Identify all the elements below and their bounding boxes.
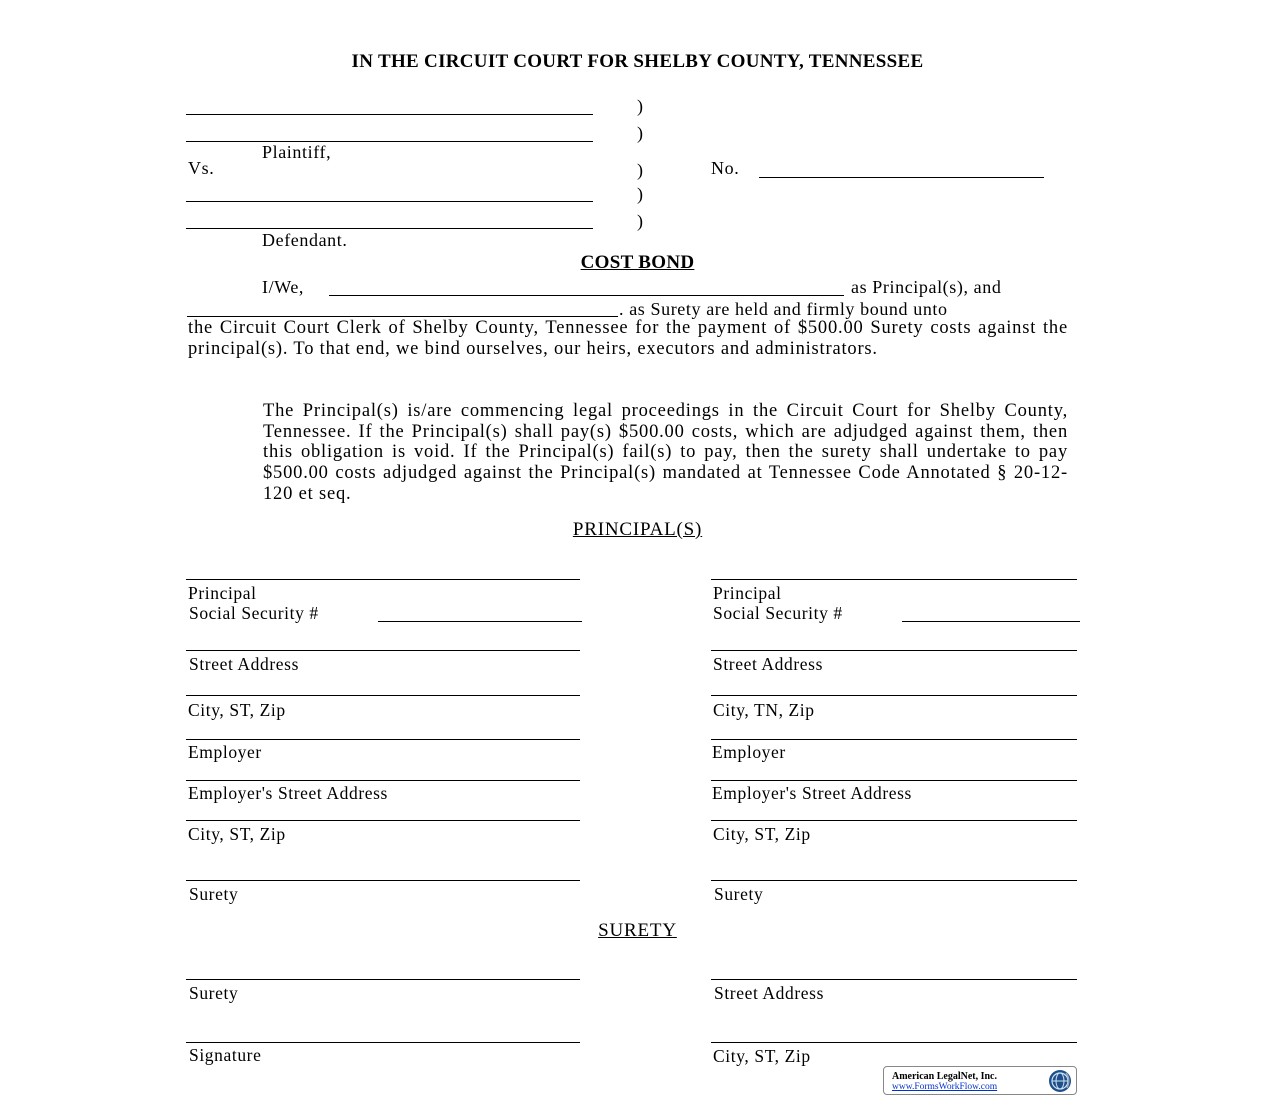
principal-signature-line-right[interactable] [711,579,1077,580]
logo-url-link[interactable]: www.FormsWorkFlow.com [892,1082,998,1092]
caption-paren: ) [637,184,644,204]
ssn-field-left[interactable] [378,621,582,622]
ssn-field-right[interactable] [902,621,1080,622]
iwe-label: I/We, [262,277,305,297]
defendant-line-1[interactable] [186,201,593,202]
principal-label-left: Principal [188,583,257,603]
caption-paren: ) [637,160,644,180]
surety-street-line[interactable] [711,979,1077,980]
american-legalnet-logo[interactable] [883,1066,1077,1095]
surety-name-line[interactable] [186,979,580,980]
ssn-label-left: Social Security # [189,603,319,623]
surety-name-label: Surety [189,983,239,1003]
case-number-label: No. [711,158,740,178]
vs-label: Vs. [188,158,215,178]
employer-city-label-right: City, ST, Zip [713,824,811,844]
surety-name-field[interactable] [187,316,618,317]
employer-street-label-right: Employer's Street Address [712,783,912,803]
surety-signature-line[interactable] [186,1042,580,1043]
employer-label-right: Employer [712,742,786,762]
street-line-left[interactable] [186,650,580,651]
employer-street-line-right[interactable] [711,780,1077,781]
as-surety-text: . as Surety are held and firmly bound unto [619,299,948,319]
employer-street-label-left: Employer's Street Address [188,783,388,803]
plaintiff-line-2[interactable] [186,141,593,142]
principal-signature-line-left[interactable] [186,579,580,580]
caption-paren: ) [637,96,644,116]
city-label-right: City, TN, Zip [713,700,815,720]
city-label-left: City, ST, Zip [188,700,286,720]
employer-label-left: Employer [188,742,262,762]
street-label-left: Street Address [189,654,299,674]
employer-line-left[interactable] [186,739,580,740]
street-label-right: Street Address [713,654,823,674]
logo-company-name: American LegalNet, Inc. [892,1071,997,1082]
surety-label-right: Surety [714,884,764,904]
bond-title: COST BOND [580,252,695,273]
employer-city-line-left[interactable] [186,820,580,821]
principal-label-right: Principal [713,583,782,603]
employer-line-right[interactable] [711,739,1077,740]
caption-paren: ) [637,211,644,231]
bond-paragraph-2: The Principal(s) is/are commencing legal proceedings in the Circuit Court for Shelby County, Tennessee. If the Principal(s) shall pay(s) $500.00 costs, which are adjudged against them, then this obligation is void. If the Principal(s) fail(s) to pay, then the surety shall undertake to pay $500.00 costs adjudged against the Principal(s) mandated at Tennessee Code Annotated § 20-12-120 et seq. [263,401,1068,504]
surety-signature-label: Signature [189,1045,262,1065]
city-line-right[interactable] [711,695,1077,696]
principal-heading: PRINCIPAL(S) [572,519,703,540]
surety-heading: SURETY [598,920,677,941]
case-number-field[interactable] [759,177,1044,178]
city-line-left[interactable] [186,695,580,696]
surety-city-line[interactable] [711,1042,1077,1043]
surety-city-label: City, ST, Zip [713,1046,811,1066]
court-title: IN THE CIRCUIT COURT FOR SHELBY COUNTY, TENNESSEE [351,51,924,72]
plaintiff-label: Plaintiff, [262,142,332,162]
bond-paragraph-1: the Circuit Court Clerk of Shelby County, Tennessee for the payment of $500.00 Surety costs against the principal(s). To that end, we bind ourselves, our heirs, executors and administrators. [188,318,1068,359]
ssn-label-right: Social Security # [713,603,843,623]
employer-city-line-right[interactable] [711,820,1077,821]
defendant-line-2[interactable] [186,228,593,229]
surety-label-left: Surety [189,884,239,904]
employer-street-line-left[interactable] [186,780,580,781]
plaintiff-line-1[interactable] [186,114,593,115]
globe-icon [1048,1069,1072,1093]
surety-street-label: Street Address [714,983,824,1003]
defendant-label: Defendant. [262,230,348,250]
caption-paren: ) [637,123,644,143]
surety-line-right[interactable] [711,880,1077,881]
principal-name-field[interactable] [329,295,844,296]
surety-line-left[interactable] [186,880,580,881]
as-principal-text: as Principal(s), and [851,277,1002,297]
employer-city-label-left: City, ST, Zip [188,824,286,844]
street-line-right[interactable] [711,650,1077,651]
